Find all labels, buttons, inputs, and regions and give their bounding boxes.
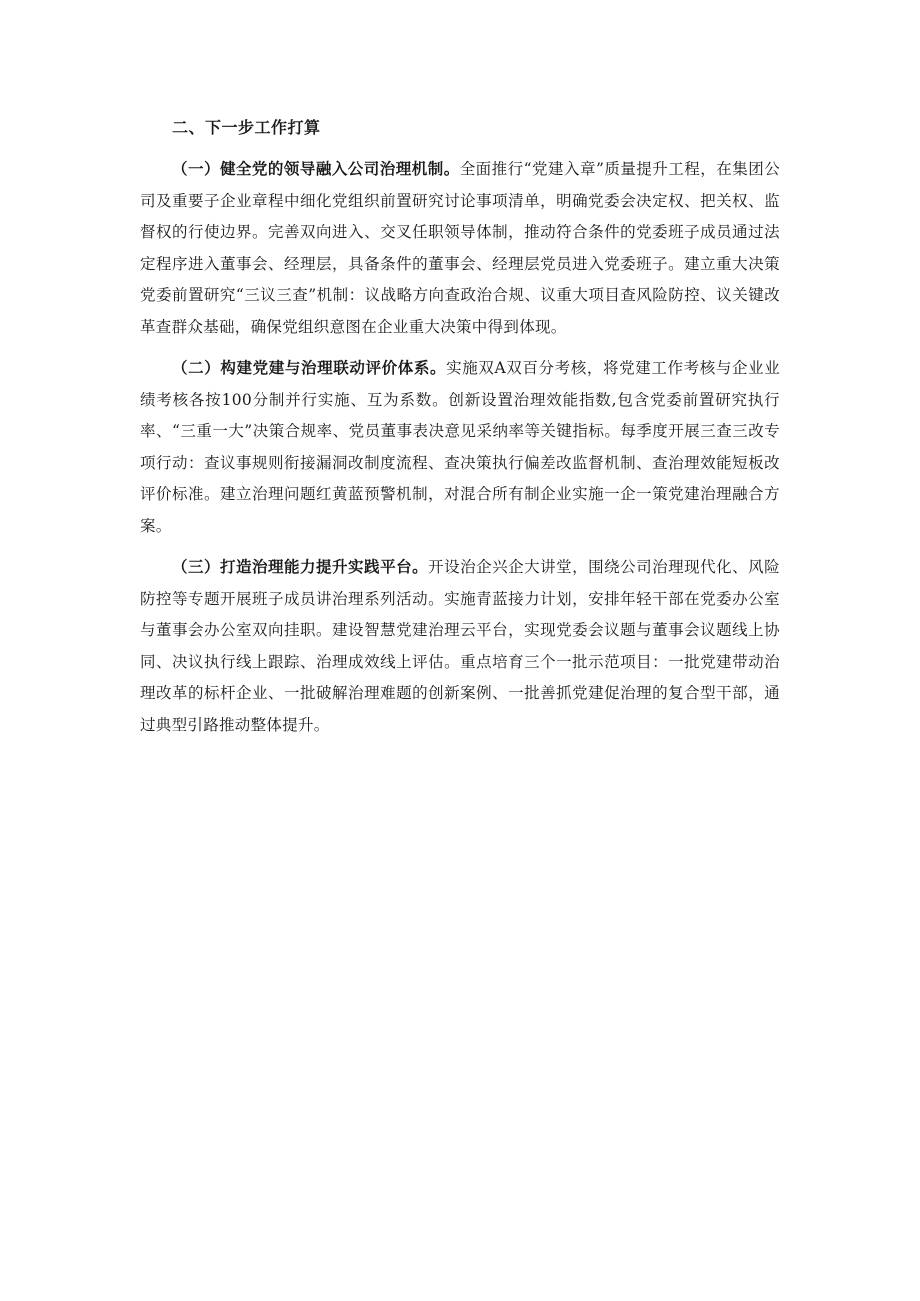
document-body [140, 112, 780, 751]
paragraph-2-lead: （二）构建党建与治理联动评价体系。 [172, 359, 447, 377]
paragraph-1-body: 全面推行“党建入章”质量提升工程，在集团公司及重要子企业章程中细化党组织前置研究讨论事项清单，明确党委会决定权、把关权、监督权的行使边界。完善双向进入、交叉任职领导体制，推动符合条件的党委班子成员通过法定程序进入董事会、经理层，具备条件的董事会、经理层党员进入党委班子。建立重大决策党委前置研究“三议三查”机制：议战略方向查政治合规、议重大项目查风险防控、议关键改革查群众基础，确保党组织意图在企业重大决策中得到体现。 [140, 160, 780, 336]
paragraph-2-body: 实施双A双百分考核，将党建工作考核与企业业绩考核各按100分制并行实施、互为系数。创新设置治理效能指数,包含党委前置研究执行率、“三重一大”决策合规率、党员董事表决意见采纳率等关键指标。每季度开展三查三改专项行动：查议事规则衔接漏洞改制度流程、查决策执行偏差改监督机制、查治理效能短板改评价标准。建立治理问题红黄蓝预警机制，对混合所有制企业实施一企一策党建治理融合方案。 [140, 359, 781, 535]
paragraph-3 [140, 552, 780, 741]
paragraph-3-lead: （三）打造治理能力提升实践平台。 [172, 558, 429, 576]
paragraph-1 [140, 154, 780, 343]
paragraph-3-body: 开设治企兴企大讲堂，围绕公司治理现代化、风险防控等专题开展班子成员讲治理系列活动。实施青蓝接力计划，安排年轻干部在党委办公室与董事会办公室双向挂职。建设智慧党建治理云平台，实现党委会议题与董事会议题线上协同、决议执行线上跟踪、治理成效线上评估。重点培育三个一批示范项目：一批党建带动治理改革的标杆企业、一批破解治理难题的创新案例、一批善抓党建促治理的复合型干部，通过典型引路推动整体提升。 [140, 558, 780, 734]
section-heading: 二、下一步工作打算 [172, 118, 321, 137]
paragraph-1-lead: （一）健全党的领导融入公司治理机制。 [172, 160, 460, 178]
paragraph-2 [140, 353, 780, 542]
